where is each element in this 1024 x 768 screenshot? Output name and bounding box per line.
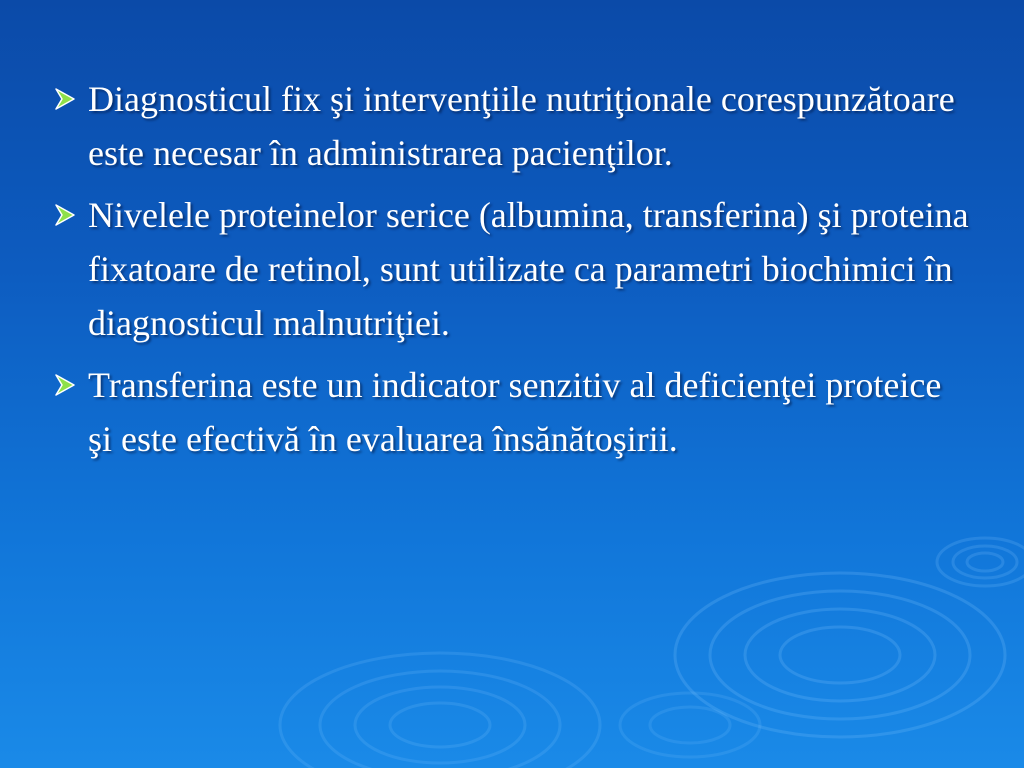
chevron-right-icon [52,86,78,112]
bullet-text: Nivelele proteinelor serice (albumina, transferina) şi proteina fixatoare de retinol, sunt utilizate ca parametri biochimici în diagnosticul malnutriţiei. [88,195,969,343]
bullet-item-3 [52,358,972,466]
bullet-item-2 [52,188,972,350]
bullet-text: Diagnosticul fix şi intervenţiile nutriţionale corespunzătoare este necesar în administrarea pacienţilor. [88,79,955,173]
bullet-item-1 [52,72,972,180]
chevron-right-icon [52,372,78,398]
chevron-right-icon [52,202,78,228]
bullet-text: Transferina este un indicator senzitiv al deficienţei proteice şi este efectivă în evaluarea însănătoşirii. [88,365,942,459]
bullet-list [52,72,972,466]
slide-body [52,72,972,474]
